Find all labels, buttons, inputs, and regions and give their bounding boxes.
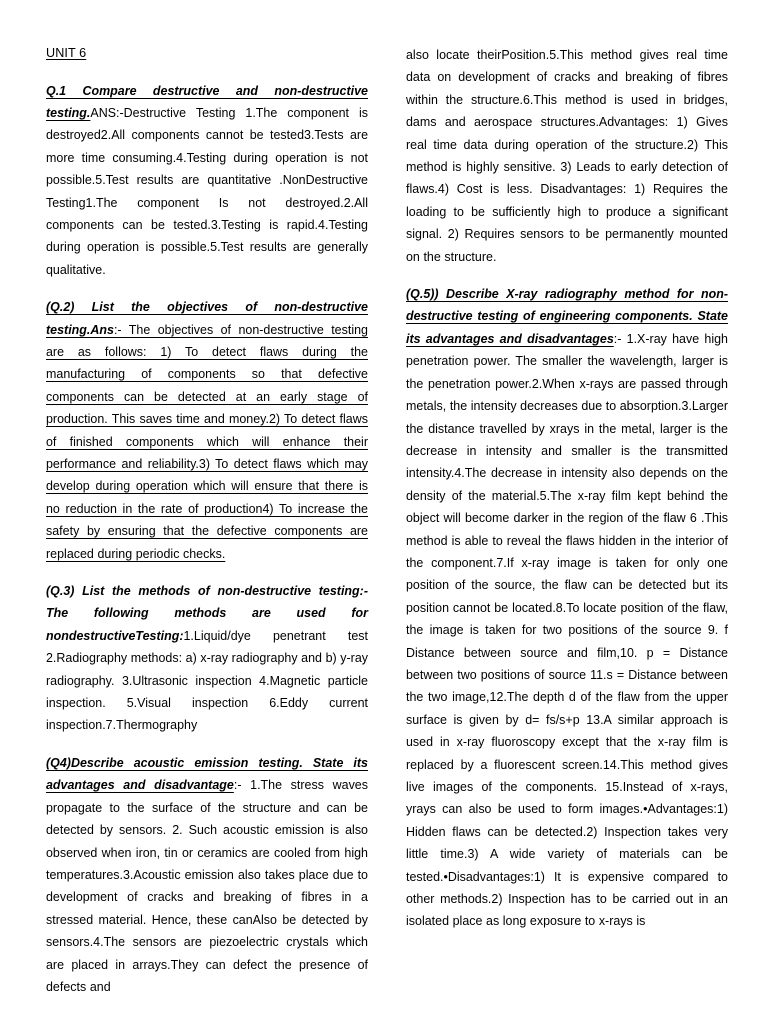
question-block-q3 — [46, 580, 368, 737]
page-title: UNIT 6 — [46, 46, 87, 60]
two-column-layout — [46, 44, 730, 998]
right-column — [406, 44, 728, 933]
question-block-q4 — [46, 752, 368, 998]
left-column — [46, 44, 368, 998]
question-body-q2: :- The objectives of non-destructive testing are as follows: 1) To detect flaws during the manufacturing of components so that defective components can be detected at an early stage of production. This saves time and money.2) To detect flaws of finished components which will enhance their performance and reliability.3) To detect flaws which may develop during operation which will ensure that there is no reduction in the rate of production4) To increase the safety by ensuring that the defective components are replaced during periodic checks. — [46, 322, 368, 561]
question-body-q4: :- 1.The stress waves propagate to the surface of the structure and can be detected by sensors. 2. Such acoustic emission is also observed when iron, tin or ceramics are cooled from high temperatures.3.Acoustic emission also takes place due to development of cracks and breaking of fibres in a stressed material. Hence, these canAlso be detected by sensors.4.The sensors are piezoelectric crystals which are placed in arrays.They can defect the presence of defects and — [46, 778, 368, 994]
question-heading-q1: Q.1 Compare destructive and non-destructive testing. — [46, 83, 368, 120]
question-heading-q2: (Q.2) List the objectives of non-destructive testing.Ans — [46, 300, 368, 337]
question-block-q2 — [46, 296, 368, 565]
question-block-q4-continued — [406, 44, 728, 268]
question-body-q1: ANS:-Destructive Testing 1.The component is destroyed2.All components cannot be tested3.Tests are more time consuming.4.Testing during operation is not possible.5.Test results are quantitative .NonDestructive Testing1.The component Is not destroyed.2.All components can be tested.3.Testing is rapid.4.Testing during operation is possible.5.Test results are generally qualitative. — [46, 105, 368, 277]
question-body-q3: 1.Liquid/dye penetrant test 2.Radiography methods: a) x-ray radiography and b) y-ray radiography. 3.Ultrasonic inspection 4.Magnetic particle inspection. 5.Visual inspection 6.Eddy current inspection.7.Thermography — [46, 628, 368, 733]
question-heading-q5: (Q.5)) Describe X-ray radiography method for non-destructive testing of engineering components. State its advantages and disadvantages — [406, 287, 728, 346]
question-body-q5: :- 1.X-ray have high penetration power. The smaller the wavelength, larger is the penetration power.2.When x-rays are passed through metals, the intensity decreases due to absorption.3.Larger the distance travelled by xrays in the metal, larger is the decrease in intensity and smaller is the transmitted intensity.4.The decrease in intensity also depends on the density of the material.5.The x-ray film kept behind the object will become darker in the region of the flaw 6 .This method is able to reveal the flaws hidden in the interior of the component.7.If x-ray image is taken for only one position of the source, the flaw can be detected but its position cannot be located.8.To locate position of the flaw, the image is taken for two positions of the source 9. f Distance between source and film,10. p = Distance between two positions of source 11.s = Distance between the two image,12.The depth d of the flaw from the upper surface is given by d= fs/s+p 13.A similar approach is used in x-ray fluoroscopy except that the x-ray film is replaced by a fluorescent screen.14.This method gives live images of the components. 15.Instead of x-rays, yrays can also be used to form images.•Advantages:1) Hidden flaws can be detected.2) Inspection takes very little time.3) A wide variety of materials can be tested.•Disadvantages:1) It is expensive compared to other methods.2) Inspection has to be carried out in an isolated place as long exposure to x-rays is — [406, 331, 728, 929]
question-block-q5 — [406, 283, 728, 933]
question-heading-q3: (Q.3) List the methods of non-destructive testing:- The following methods are used for nondestructiveTesting: — [46, 584, 368, 643]
question-heading-q4: (Q4)Describe acoustic emission testing. State its advantages and disadvantage — [46, 755, 368, 793]
question-block-q1 — [46, 80, 368, 282]
question-body-q4-continued: also locate theirPosition.5.This method gives real time data on development of cracks and breaking of fibres within the structure.6.This method is used in bridges, dams and aerospace structures.Advantages: 1) Gives real time data during operation of the structure.2) This method is highly sensitive. 3) Leads to early detection of flaws.4) Cost is less. Disadvantages: 1) Requires the loading to be sufficiently high to produce a significant signal. 2) Requires sensors to be permanently mounted on the structure. — [406, 48, 728, 264]
